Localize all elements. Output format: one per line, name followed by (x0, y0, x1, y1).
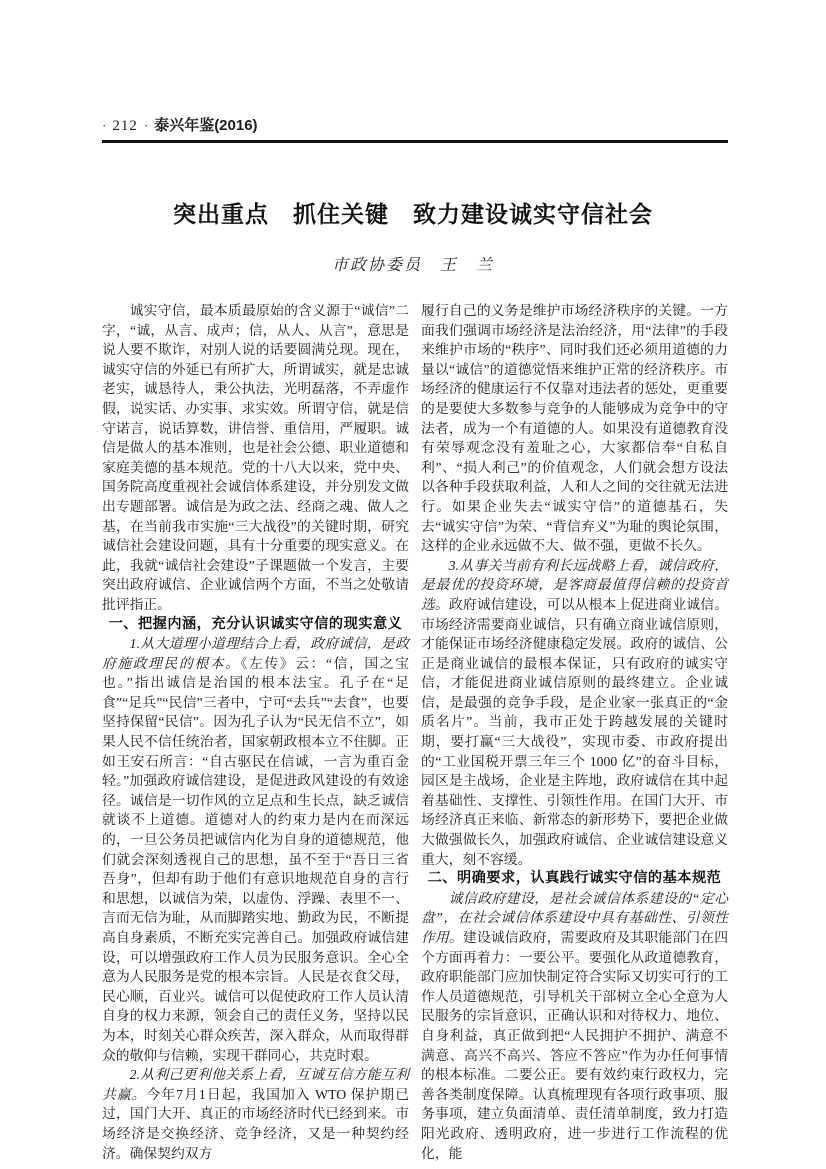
paragraph-continuation: 履行自己的义务是维护市场经济秩序的关键。一方面我们强调市场经济是法治经济，用“法律”的手段来维护市场的“秩序”、同时我们还必须用道德的力量以“诚信”的道德觉悟来维护正常的经济秩序。市场经济的健康运行不仅靠对违法者的惩处，更重要的是要使大多数参与竞争的人能够成为竞争中的守法者，成为一个有道德的人。如果没有道德教育没有荣辱观念没有羞耻之心，大家都信奉“自私自利”、“损人利己”的价值观念，人们就会想方设法以各种手段获取利益，人和人之间的交往就无法进行。如果企业失去“诚实守信”的道德基石，失去“诚实守信”为荣、“背信弃义”为耻的舆论氛围，这样的企业永远做不大、做不强，更做不长久。 (421, 303, 728, 554)
body-paragraph: 3.从事关当前有利长远战略上看，诚信政府，是最优的投资环境，是客商最值得信赖的投资首选。政府诚信建设，可以从根本上促进商业诚信。市场经济需要商业诚信，只有确立商业诚信原则，才能保证市场经济健康稳定发展。政府的诚信、公正是商业诚信的最根本保证，只有政府的诚实守信，才能促进商业诚信原则的最终建立。企业诚信，是最强的竞争手段，是企业家一张真正的“金质名片”。当前，我市正处于跨越发展的关键时期，要打赢“三大战役”，实现市委、市政府提出的“工业国税开票三年三个 1000 亿”的奋斗目标，园区是主战场，企业是主阵地，政府诚信在其中起着基础性、支撑性、引领性作用。在国门大开、市场经济真正来临、新常态的新形势下，要把企业做大做强做长久，加强政府诚信、企业诚信建设意义重大，刻不容缓。 (421, 557, 729, 867)
section-heading: 二、明确要求，认真践行诚实守信的基本规范 (427, 870, 722, 887)
header-separator-dot-left: · (102, 118, 107, 133)
header-rule (102, 140, 728, 143)
article-body (102, 301, 728, 1163)
body-paragraph: 诚信政府建设，是社会诚信体系建设的“定心盘”，在社会诚信体系建设中具有基础性、引领性作用。建设诚信政府，需要政府及其职能部门在四个方面再着力：一要公平。要强化从政道德教育，政府职能部门应加快制定符合实际又切实可行的工作人员道德规范，引导机关干部树立全心全意为人民服务的宗旨意识，正确认识和对待权力、地位、自身利益，真正做到把“人民拥护不拥护、满意不满意、高兴不高兴、答应不答应”作为办任何事情的根本标准。二要公正。要有效约束行政权力，完善各类制度保障。认真梳理现有各项行政事项、服务事项，建立负面清单、责任清单制度，致力打造阳光政府、透明政府，进一步进行工作流程的优化，能 (421, 890, 729, 1161)
left-column (102, 301, 409, 1163)
header-separator-dot-right: · (143, 118, 149, 133)
paragraph-lead-emphasis: 诚信政府建设，是社会诚信体系建设的“定心盘”，在社会诚信体系建设中具有基础性、引领性作用。 (421, 890, 728, 945)
paragraph-lead-emphasis: 2.从利己更利他关系上看，互诚互信方能互利共赢。 (102, 1067, 409, 1102)
right-column (421, 301, 728, 1163)
body-paragraph: 2.从利己更利他关系上看，互诚互信方能互利共赢。今年7月1日起，我国加入 WTO 保护期已过，国门大开、真正的市场经济时代已经到来。市场经济是交换经济、竞争经济，又是一种契约经济。确保契约双方 (102, 1067, 410, 1161)
running-header (102, 114, 728, 135)
paragraph-lead-emphasis: 3.从事关当前有利长远战略上看，诚信政府，是最优的投资环境，是客商最值得信赖的投资首选。 (421, 557, 728, 612)
section-heading: 一、把握内涵，充分认识诚实守信的现实意义 (108, 615, 403, 632)
page-number: 212 (112, 118, 138, 134)
article-title: 突出重点 抓住关键 致力建设诚实守信社会 (173, 201, 653, 227)
article-author: 市政协委员 王 兰 (331, 257, 494, 274)
paragraph-lead-emphasis: 1.从大道理小道理结合上看，政府诚信，是政府施政理民的根本。 (102, 636, 409, 671)
body-paragraph: 1.从大道理小道理结合上看，政府诚信，是政府施政理民的根本。《左传》云：“信，国之宝也。”指出诚信是治国的根本法宝。孔子在“足食”“足兵”“民信”三者中，宁可“去兵”“去食”，也要坚持保留“民信”。因为孔子认为“民无信不立”，如果人民不信任统治者，国家朝政根本立不住脚。正如王安石所言：“自古驱民在信诚，一言为重百金轻。”加强政府诚信建设，是促进政风建设的有效途径。诚信是一切作风的立足点和生长点，缺乏诚信就谈不上道德。道德对人的约束力是内在而深远的，一旦公务员把诚信内化为自身的道德规范，他们就会深刻透视自己的思想，虽不至于“吾日三省吾身”，但却有助于他们有意识地规范自身的言行和思想，以诚信为荣，以虚伪、浮躁、表里不一、言而无信为耻，从而脚踏实地、勤政为民，不断提高自身素质，不断充实完善自己。加强政府诚信建设，可以增强政府工作人员为民服务意识。全心全意为人民服务是党的根本宗旨。人民是衣食父母，民心顺，百业兴。诚信可以促使政府工作人员认清自身的权力来源，领会自己的责任义务，坚持以民为本，时刻关心群众疾苦，深入群众，从而取得群众的敬仰与信赖，实现干群同心，共克时艰。 (102, 636, 409, 1063)
book-title: 泰兴年鉴(2016) (154, 117, 258, 134)
body-paragraph: 诚实守信，最本质最原始的含义源于“诚信”二字，“诚，从言、成声；信，从人、从言”，意思是说人要不欺诈，对别人说的话要圆满兑现。现在，诚实守信的外延已有所扩大，所谓诚实，就是忠诚老实，诚恳待人，秉公执法，光明磊落，不弄虚作假，说实话、办实事、求实效。所谓守信，就是信守诺言，说话算数，讲信誉、重信用，严履职。诚信是做人的基本准则，也是社会公德、职业道德和家庭美德的基本规范。党的十八大以来，党中央、国务院高度重视社会诚信体系建设，并分别发文做出专题部署。诚信是为政之法、经商之魂、做人之基，在当前我市实施“三大战役”的关键时期，研究诚信社会建设问题，具有十分重要的现实意义。在此，我就“诚信社会建设”子课题做一个发言，主要突出政府诚信、企业诚信两个方面，不当之处敬请批评指正。 (102, 303, 409, 612)
